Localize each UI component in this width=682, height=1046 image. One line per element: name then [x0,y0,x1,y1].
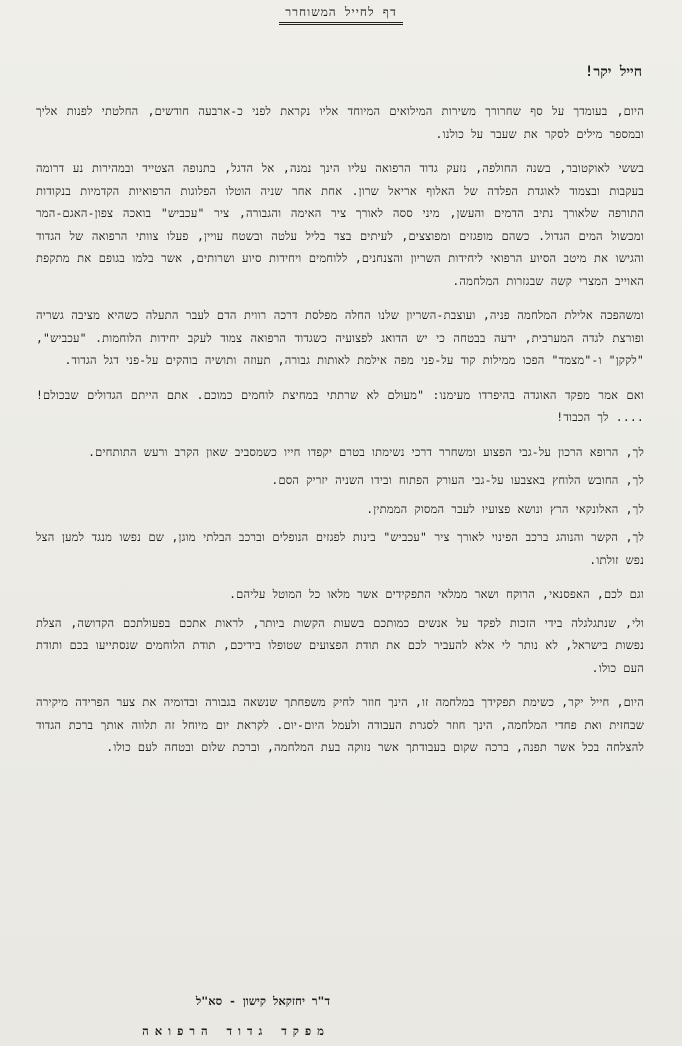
signature-name: ד"ר יחזקאל קישון - סא"ל [195,994,330,1008]
paragraph-commander-quote: ואם אמר מפקד האוגדה בהיפרדו מעימנו: "מעולם לא שרתתי במחיצת לוחמים כמוכם. אתם הייתם הגדולים שבכולם! .... לך הכבוד! [36,387,644,424]
paragraph-commander-thanks: ולי, שנתגלגלה בידי הזכות לפקד על אנשים כמותכם בשעות הקשות ביותר, לראות אתכם בפעולתכם הקדושה, הצלת נפשות בישראל, לא נותר לי אלא להעביר לכם את תודת הפצועים שטופלו בידיכם, תודת הלוחמים שנסתייעו בכם ותודת העם כולו. [36,615,644,675]
paragraph-stretcher: לך, האלונקאי הרץ ונושא פצועיו לעבר המסוק הממתין. [366,501,644,516]
paragraph-october: בששי לאוקטובר, בשנה החולפה, נזעק גדוד הרפואה עליו הינך נמנה, אל הדגל, בתנופה הצטייד ובמהירות נע דרומה בעקבות ובצמוד לאוגדת הפלדה של האלוף אריאל שרון. אחת אחר שניה הוטלו הפלוגות הרפואיות הקדמיות בנקודות התורפה שלאורך נתיב הדמים והעשן, מיני ססה לאורך ציר האימה והגבורה, ציר "עכביש" בואכה צפון-האגם-המר ומכשול המים הגדול. כשהם מופגזים ומפוצצים, לעיתים בצד בליל עלטה ובשטח עויין, פעלו צוותי הרפואה של הגדוד והגישו את מיטב הסיוע הרפואי ליחידות השריון והצנחנים, ללוחמים ויחידות סיוע ושרותים, אשר בלמו בגופם את מתקפת האוייב המצרי קשה שבגזרות המלחמה. [36,161,644,288]
paragraph-signaler: לך, הקשר והנוהג ברכב הפינוי לאורך ציר "עכביש" בינות לפגזים הנופלים וברכב הבלתי מוגן, שם נפשו מנגד למען הצל נפש זולתו. [36,530,644,567]
paragraph-closing: היום, חייל יקר, כשימת תפקידך במלחמה זו, הינך חוזר לחיק משפחתך שנשאה בגבורה ובדומיה את צער הפרידה מיקירה שבחזית ואת פחדי המלחמה, הינך חוזר לסגרת העבודה ולעמל היום-יום. לקראת יום מיוחל זה תלווה אותך ברכת הגדוד להצלחה בכל אשר תפנה, ברכה שקום בעבודתך אשר נזוקה בעת המלחמה, וברכת שלום ובטחה לעם כולו. [36,695,644,754]
paragraph-intro: היום, בעומדך על סף שחרורך משירות המילואים המיוחד אליו נקראת לפני כ-ארבעה חודשים, החלטתי לפנות אליך ובמספר מילים לסקר את שעבר על כולנו. [36,104,644,141]
greeting: חייל יקר! [584,64,642,80]
paragraph-doctor: לך, הרופא הרכון על-גבי הפצוע ומשחרר דרכי נשימתו בטרם יקפדו חייו כשמסביב שאון הקרב ורעש התותחים. [88,444,644,459]
page-title-text: דף לחייל המשוחרר [279,5,403,25]
signature-title: מפקד גדוד הרפואה [142,1024,330,1038]
paragraph-turning-point: ומשהפכה אלילת המלחמה פניה, ועוצבת-השריון שלנו החלה מפלסת דרכה רווית הדם לעבר התעלה כשהיא מציבה גשריה ופורצת לגדה המערבית, ידעה בבטחה כי יש הדואג לפצועיה כשגדוד הרפואה צמוד לעקב יחידות הלוחמות. "עכביש", "לקקן" ו-"מצמד" הפכו ממילות קוד על-פני מפה אילמת לאותות גבורה, תעוזה ותושיה בוהקים על-פני דגל הגדוד. [36,308,644,367]
paragraph-medic: לך, החובש הלוחץ באצבעו על-גבי העורק הפתוח ובידו השניה יזריק הסם. [271,473,644,487]
page-title [0,5,682,25]
paragraph-quartermaster: וגם לכם, האפסנאי, הרוקח ושאר ממלאי התפקידים אשר מלאו כל המוטל עליהם. [229,587,644,601]
letter-body [36,100,644,771]
